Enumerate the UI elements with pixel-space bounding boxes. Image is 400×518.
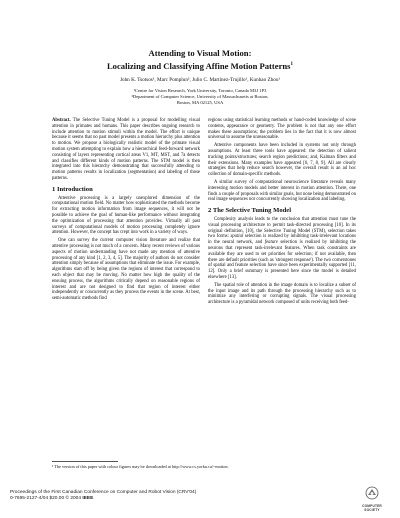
isbn-price-copyright: 0-7695-2127-4/04 $20.00 © 2004 <box>10 496 82 502</box>
logo-text-line-2: SOCIETY <box>364 507 380 512</box>
footnote: ¹ The version of this paper with colour figures may be downloaded at http://www.cs.yorku.ca/~motion. <box>52 464 229 469</box>
left-column <box>52 118 200 304</box>
title-line-2-text: Localizing and Classifying Affine Motion Patterns <box>106 60 291 71</box>
right-column <box>208 118 356 308</box>
abstract-label: Abstract. <box>52 118 71 123</box>
footnote-rule <box>52 461 118 462</box>
author-list: John K. Tsotsos¹, Marc Pomplun², Julio C. Martinez-Trujillo¹, Kunhao Zhou¹ <box>119 77 281 83</box>
ieee-label: IEEE <box>82 496 94 502</box>
affiliation-2: ²Department of Computer Science, University of Massachusetts at Boston, <box>131 93 269 99</box>
conference-footer <box>10 490 330 503</box>
computer-society-emblem-icon <box>365 486 379 500</box>
stm-text-a: Complexity analysis leads to the conclusion that attention must tune the visual processing architecture to permit task-directed processing [10]. In its original definition, [10], the Selective Tuning Model (STM), selection takes two forms: <box>208 216 356 240</box>
logo-text-line-1: COMPUTER <box>362 504 382 508</box>
stm-text-b: selection is realized by inhibiting task-irrelevant locations in the neural network, and <box>208 234 357 246</box>
title-line-1: Attending to Visual Motion: <box>148 48 252 58</box>
title-line-2 <box>0 59 400 72</box>
right-paragraph-2: Attentive components have been included in systems not only through assumptions. At least three tools have appeared: the detection of salient tracking points/structures; search region predictions; and, Kalman filters and their extensions. Many examples have appeared [6, 7, 8, 9]. All are clearly strategies that help reduce search however, the overall result is an ad hoc collection of domain-specific methods. <box>208 143 356 178</box>
intro-paragraph-2: One can survey the current computer vision literature and realize that attentive processing is not much of a concern. Many recent reviews of various aspects of motion understanding have not made any mention of attentive processing of any kind [1, 2, 3, 4, 5]. The majority of authors do not consider attention simply because of assumptions that eliminate the issue. For example, algorithms start off by being given the regions of interest that correspond to each object that may be moving. No matter how high the quality of the ensuing process, the algorithms critically depend on reasonable regions of interest and are not designed to find that region of interest either independently or concurrently as they process the events in the scene. At best, semi-automatic methods find <box>52 238 200 302</box>
abstract-text: The Selective Tuning Model is a proposal for modelling visual attention in primates and humans. This paper describes ongoing research to include attention to motion stimuli within the model. The effort is unique because it seems that no past model presents a motion hierarchy plus attention to motion. We propose a biologically realistic model of the primate visual motion system attempting to explain how a hierarchical feed-forward network consisting of layers representing cortical areas V1, MT, MST, and 7a detects and classifies different kinds of motion patterns. The STM model is then integrated into this hierarchy demonstrating that successfully attending to motion patterns results in localization (segmentation) and labeling of those patterns. <box>52 118 200 181</box>
stm-spatial-term: spatial <box>230 234 244 240</box>
stm-paragraph-1 <box>208 217 356 281</box>
affiliation-1: ¹Centre for Vision Research, York University, Toronto, Canada M3J 1P3 <box>133 88 267 93</box>
section-heading-stm: 2 The Selective Tuning Model <box>208 207 292 215</box>
title-footnote-mark: 1 <box>290 62 294 67</box>
conference-proceedings-line: Proceedings of the First Canadian Conference on Computer and Robot Vision (CRV'04) <box>10 490 197 495</box>
conference-isbn-line <box>10 496 330 502</box>
stm-text-c: selection is realized by inhibiting the neurons that represent task-irrelevant features. When task constraints are available they are used to set priorities for selection; if not available, then there are default priorities (such as 'strongest response'). The two cornerstones of spatial and feature selection have since been experimentally supported [11, 12]. Only a brief summary is presented here since the model is detailed elsewhere [13]. <box>208 240 357 280</box>
affiliations <box>0 88 400 105</box>
intro-paragraph-1: Attentive processing is a largely unexplored dimension of the computational motion field. No matter how sophisticated the methods become for extracting motion information from image sequences, it will not be possible to achieve the goal of human-like performance without integrating the optimization of processing that attention provides. Virtually all past surveys of computational models of motion processing completely ignore attention. However, the concept has crept into work in a variety of ways. <box>52 195 200 236</box>
paper-title <box>0 48 400 72</box>
stm-paragraph-2: The spatial role of attention in the image domain is to localize a subset of the input image and its path through the processing hierarchy such as to minimize any interfering or corrupting signals. The visual processing architecture is a pyramidal network composed of units receiving both feed- <box>208 282 356 306</box>
right-paragraph-3: A similar survey of computational neuroscience literature reveals many interesting motion models and better interest in motion attention. There, one finds a couple of proposals with similar goals, but none being demonstrated on real image sequences nor concurrently showing localization and labeling. <box>208 179 356 203</box>
section-heading-introduction: 1 Introduction <box>52 185 93 193</box>
computer-society-logo <box>354 486 390 514</box>
affiliation-3: Boston, MA 02125, USA <box>176 99 224 105</box>
right-paragraph-1: regions using statistical learning methods or hand-coded knowledge of scene contents, appearance or geometry. The problem is not that any one effort makes these assumptions; the problem lies in the fact that it is now almost universal to assume the unreasonable. <box>208 118 356 141</box>
abstract-paragraph <box>52 118 200 182</box>
stm-feature-term: feature <box>264 240 278 246</box>
